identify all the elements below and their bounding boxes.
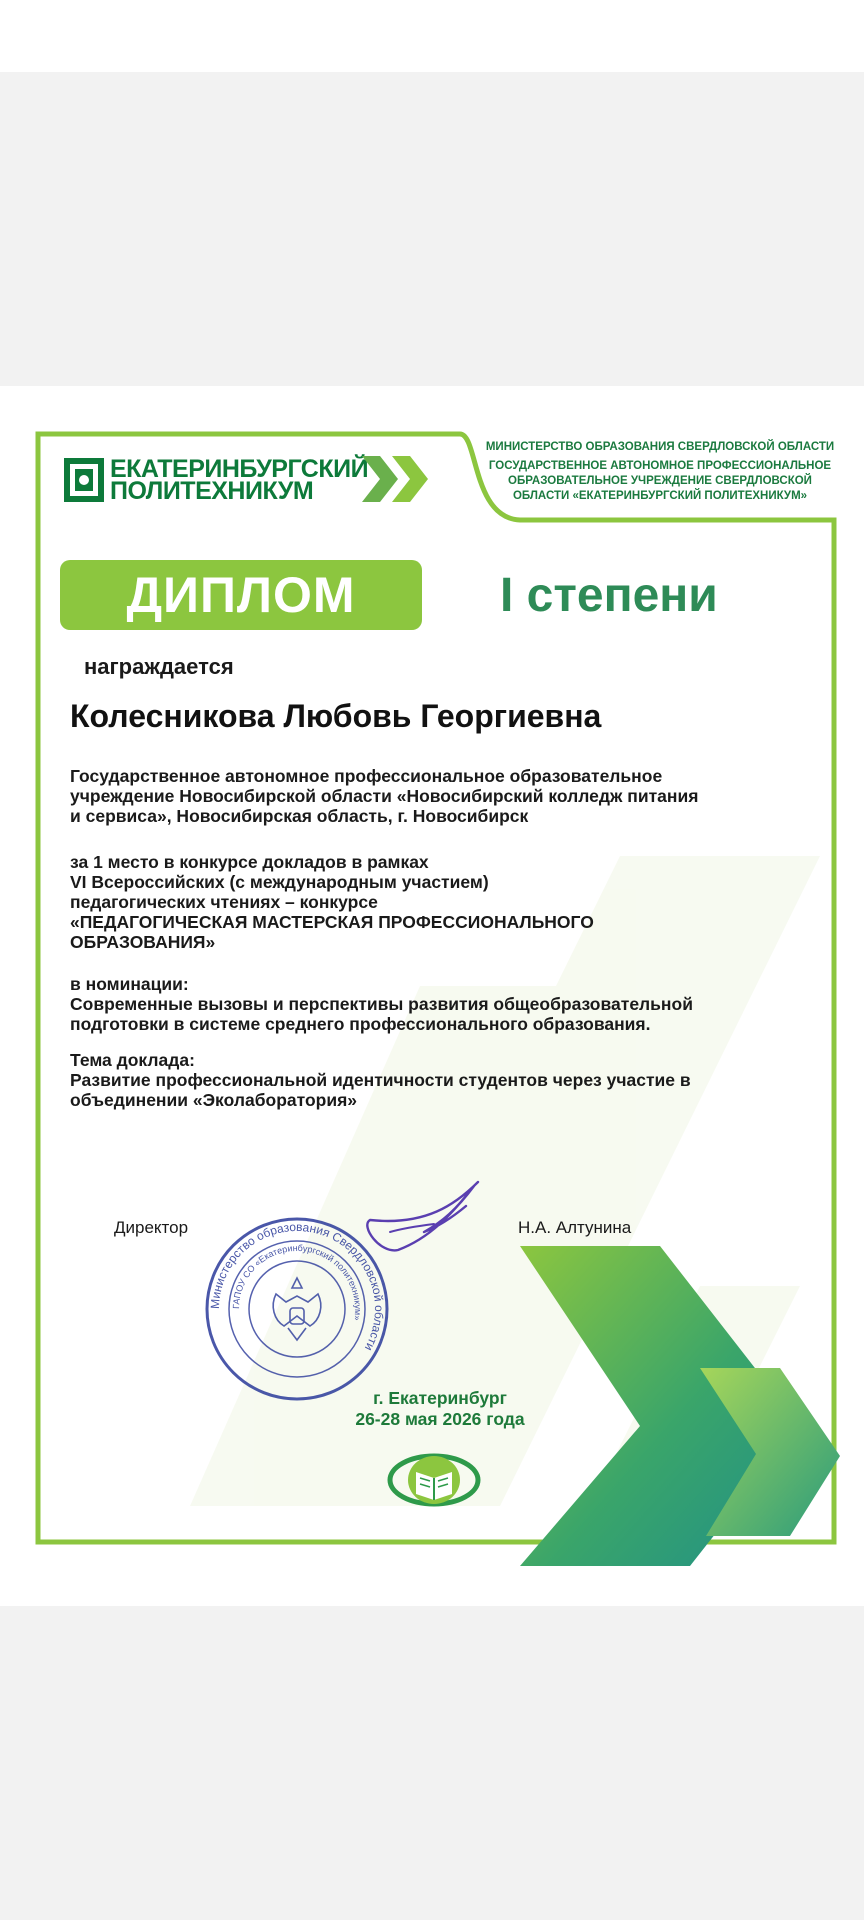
diploma-degree: I степени: [500, 569, 718, 622]
svg-text:ГАПОУ СО «Екатеринбургский пол: [231, 1243, 363, 1321]
organization-line: учреждение Новосибирской области «Новосибирский колледж питания: [70, 786, 699, 806]
logo-text-line1: ЕКАТЕРИНБУРГСКИЙ: [110, 455, 369, 483]
award-reason: [70, 852, 780, 952]
director-role: Директор: [114, 1218, 189, 1237]
ministry-line-1: МИНИСТЕРСТВО ОБРАЗОВАНИЯ СВЕРДЛОВСКОЙ ОБЛАСТИ: [485, 441, 835, 453]
topic-line: Развитие профессиональной идентичности студентов через участие в: [70, 1070, 691, 1090]
college-logo: [64, 455, 369, 505]
nomination-block: [70, 974, 780, 1034]
seal-outer-text: Министерство образования Свердловской области: [207, 1219, 387, 1354]
awarded-label: награждается: [84, 654, 234, 679]
director-signature: [360, 1176, 490, 1266]
organization-line: и сервиса», Новосибирская область, г. Новосибирск: [70, 806, 529, 826]
top-gray-band: [0, 72, 864, 386]
event-place-date: [300, 1388, 580, 1430]
organization-line: Государственное автономное профессиональное образовательное: [70, 766, 663, 786]
organization-text: [70, 766, 780, 826]
nomination-line: Современные вызовы и перспективы развития общеобразовательной: [70, 994, 693, 1014]
diploma-title: ДИПЛОМ: [60, 560, 422, 630]
nomination-label: в номинации:: [70, 974, 189, 994]
college-logo-icon: [64, 458, 104, 502]
topic-block: [70, 1050, 780, 1110]
event-date: 26-28 мая 2026 года: [355, 1409, 525, 1429]
seal-inner-text: ГАПОУ СО «Екатеринбургский политехникум»: [230, 1242, 364, 1322]
nomination-line: подготовки в системе среднего профессионального образования.: [70, 1014, 651, 1034]
recipient-name: Колесникова Любовь Георгиевна: [70, 698, 602, 734]
reason-line: ОБРАЗОВАНИЯ»: [70, 932, 216, 952]
open-book-globe-icon: [386, 1448, 482, 1508]
director-name: Н.А. Алтунина: [518, 1218, 632, 1237]
topic-label: Тема доклада:: [70, 1050, 195, 1070]
topic-line: объединении «Эколаборатория»: [70, 1090, 358, 1110]
double-chevron-icon: [362, 456, 434, 502]
logo-text-line2: ПОЛИТЕХНИКУМ: [110, 477, 314, 505]
diploma-certificate: [0, 386, 864, 1606]
ministry-header: [480, 440, 840, 504]
reason-line: за 1 место в конкурсе докладов в рамках: [70, 852, 429, 872]
event-city: г. Екатеринбург: [373, 1388, 507, 1408]
ministry-line-2: ГОСУДАРСТВЕННОЕ АВТОНОМНОЕ ПРОФЕССИОНАЛЬНОЕ ОБРАЗОВАТЕЛЬНОЕ УЧРЕЖДЕНИЕ СВЕРДЛОВСКОЙ ОБЛАСТИ «ЕКАТЕРИНБУРГСКИЙ ПОЛИТЕХНИКУМ»: [488, 460, 832, 502]
reason-line: «ПЕДАГОГИЧЕСКАЯ МАСТЕРСКАЯ ПРОФЕССИОНАЛЬНОГО: [70, 912, 594, 932]
reason-line: педагогических чтениях – конкурсе: [70, 892, 378, 912]
eagle-emblem-icon: [273, 1278, 321, 1340]
reason-line: VI Всероссийских (с международным участием): [70, 872, 489, 892]
bottom-gray-band: [0, 1606, 864, 1920]
